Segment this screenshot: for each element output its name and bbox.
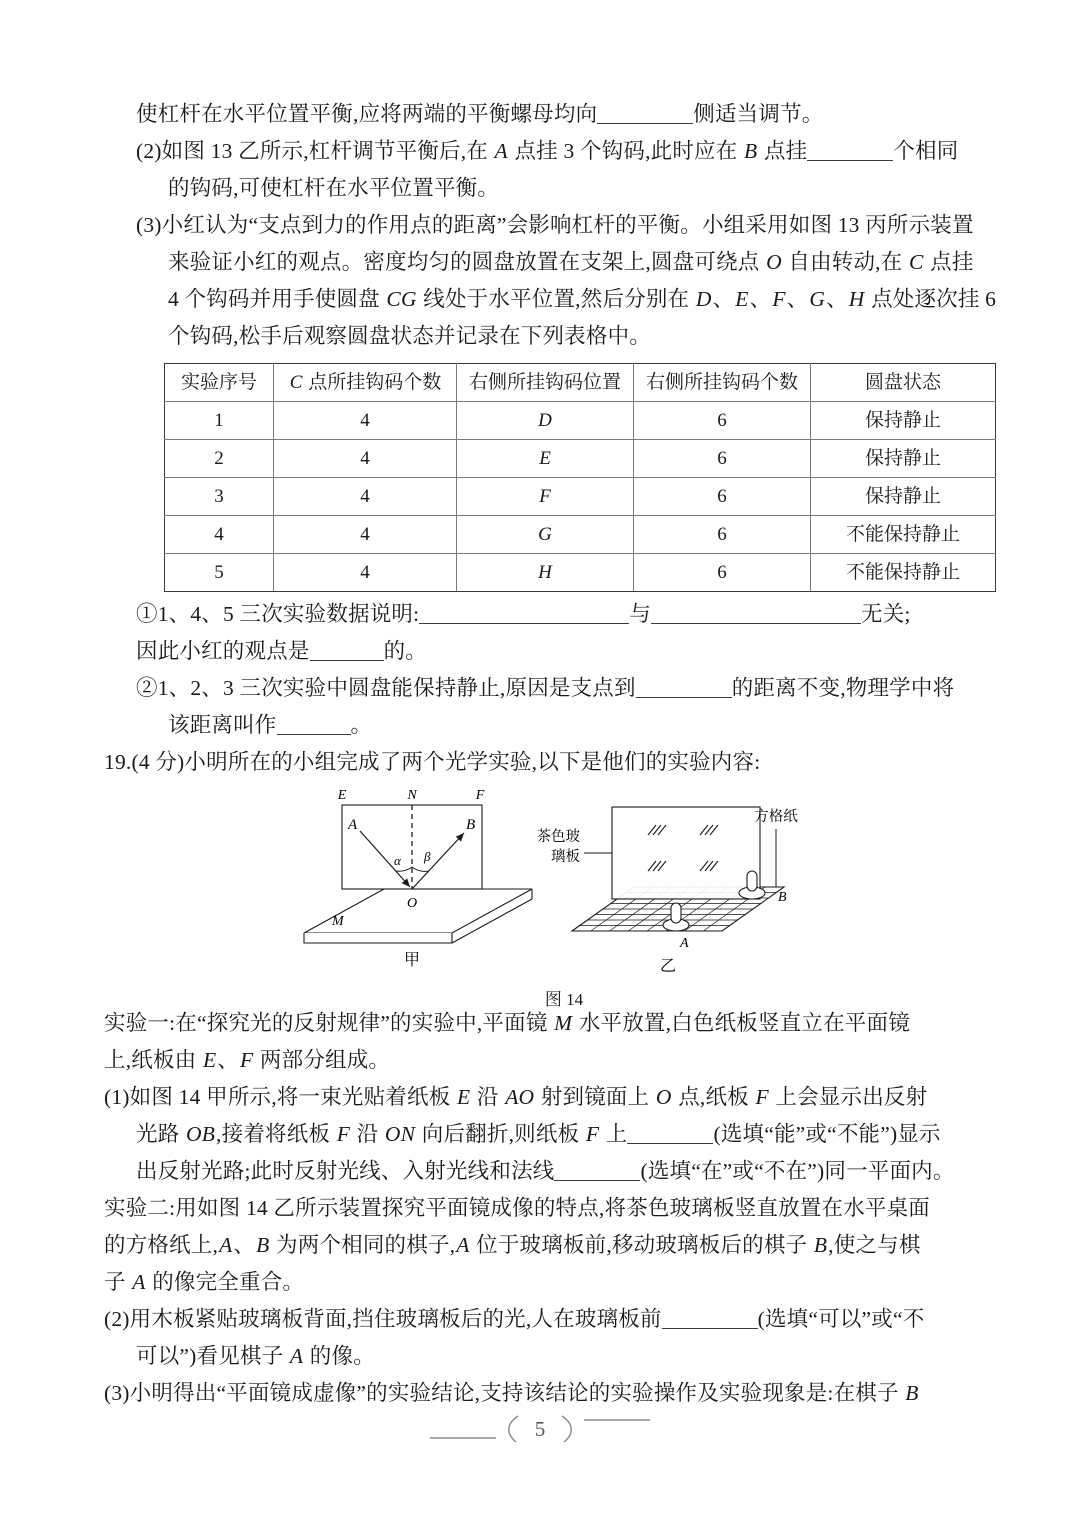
q18-part3-line-1: (3)小红认为“支点到力的作用点的距离”会影响杠杆的平衡。小组采用如图 13 丙所示装置: [136, 213, 974, 237]
q18-part3-l3-b: 线处于水平位置,然后分别在: [417, 287, 695, 311]
label-A: A: [494, 139, 508, 163]
cell-right-count: 6: [634, 478, 811, 516]
q18-sub2-b: 的距离不变,物理学中将: [731, 676, 955, 700]
label-CG: CG: [386, 287, 417, 311]
exp2-line-2: [104, 1227, 992, 1264]
figure-yi: [537, 807, 799, 975]
q18-sub2-a: ②1、2、3 三次实验中圆盘能保持静止,原因是支点到: [136, 676, 636, 700]
q18-sub2-l2-a: 该距离叫作: [168, 713, 277, 737]
exp1-title-b: 水平放置,白色纸板竖直立在平面镜: [573, 1011, 910, 1035]
sep: 、: [217, 1048, 239, 1072]
q18-sub1-line-2: [136, 633, 992, 670]
q18-sub1-line-1: [136, 596, 992, 633]
exp1-title-line-2: [104, 1042, 992, 1079]
q18-sub1-c: 无关;: [861, 602, 911, 626]
label-E: E: [456, 1085, 471, 1109]
q18-part2-line-1: [136, 133, 992, 170]
p1-l1-a: (1)如图 14 甲所示,将一束光贴着纸板: [104, 1085, 456, 1109]
q18-line1-text-b: 侧适当调节。: [693, 102, 824, 126]
p1-l1-e: 上会显示出反射: [769, 1085, 928, 1109]
table-row: [165, 440, 996, 478]
exp2-line-1: 实验二:用如图 14 乙所示装置探究平面镜成像的特点,将茶色玻璃板竖直放置在水平桌面: [104, 1196, 931, 1220]
label-B: B: [905, 1381, 919, 1405]
figure-jia: [304, 788, 532, 969]
cell-state: 保持静止: [811, 402, 996, 440]
cell-exp-no: 3: [165, 478, 274, 516]
q18-sub1-l2-a: 因此小红的观点是: [136, 639, 310, 663]
q19-p1-line-3: [136, 1153, 992, 1190]
p1-l1-d: 点,纸板: [672, 1085, 755, 1109]
cell-right-count: 6: [634, 554, 811, 592]
sep: 、: [712, 287, 735, 311]
q18-sub1-b: 与: [629, 602, 652, 626]
table-row: [165, 478, 996, 516]
answer-blank[interactable]: [310, 660, 384, 661]
answer-blank[interactable]: [277, 734, 351, 735]
exp1-title-line-1: [104, 1005, 992, 1042]
p1-l3-b: (选填“在”或“不在”)同一平面内。: [640, 1159, 955, 1183]
p1-l2-f: (选填“能”或“不能”)显示: [713, 1122, 941, 1146]
q19-p2-line-2: [136, 1338, 992, 1375]
label-G: G: [809, 287, 826, 311]
label-F: F: [475, 788, 485, 803]
answer-blank[interactable]: [597, 123, 693, 124]
q18-sub2-l2-b: 。: [350, 713, 373, 737]
q19-p1-line-1: [104, 1079, 992, 1116]
exp1-title-l2-b: 两部分组成。: [254, 1048, 391, 1072]
p1-l3-a: 出反射光路;此时反射光线、入射光线和法线: [136, 1159, 555, 1183]
table-row: [165, 402, 996, 440]
label-B: B: [813, 1233, 828, 1257]
p2-l1-b: (选填“可以”或“不: [757, 1307, 925, 1331]
q19-p2-line-1: [104, 1301, 992, 1338]
sep: 、: [233, 1233, 256, 1257]
q18-part3-line-2: [136, 244, 992, 281]
sep: 、: [749, 287, 772, 311]
answer-blank[interactable]: [554, 1180, 640, 1181]
p1-l2-b: ,接着将纸板: [216, 1122, 336, 1146]
q18-sub1-l2-b: 的。: [383, 639, 428, 663]
q18-part2-text-b: 点挂 3 个钩码,此时应在: [508, 139, 744, 163]
cell-position: H: [457, 554, 634, 592]
label-C: C: [909, 250, 924, 274]
answer-blank[interactable]: [636, 697, 732, 698]
label-beta: β: [424, 849, 431, 864]
page-footer: [0, 1406, 1080, 1466]
table-header-row: [165, 364, 996, 402]
page-number-ornament: [410, 1406, 670, 1452]
label-D: D: [695, 287, 712, 311]
figure-14: [136, 783, 992, 1009]
answer-blank[interactable]: [627, 1143, 713, 1144]
figure-jia-caption: 甲: [403, 952, 421, 969]
q19-p1-line-2: [136, 1116, 992, 1153]
cell-position: D: [457, 402, 634, 440]
cell-position: F: [457, 478, 634, 516]
sep: 、: [786, 287, 809, 311]
th-c-rest: 点所挂钩码个数: [303, 371, 442, 393]
label-glass-line1: 茶色玻: [536, 829, 580, 845]
label-O: O: [766, 250, 782, 274]
p1-l2-d: 向后翻折,则纸板: [416, 1122, 585, 1146]
experiment-data-table: [164, 363, 996, 592]
label-glass-line2: 璃板: [551, 849, 580, 865]
p1-l1-b: 沿: [471, 1085, 505, 1109]
q18-line-1: [136, 96, 992, 133]
exp2-l2-b: 为两个相同的棋子,: [270, 1233, 456, 1257]
exp2-line-3: [104, 1264, 992, 1301]
cell-c-count: 4: [274, 402, 457, 440]
q18-part3-l3-c: 点处逐次挂 6: [865, 287, 997, 311]
th-c-count: [274, 364, 457, 402]
label-A: A: [348, 817, 358, 833]
exp1-title-a: 实验一:在“探究光的反射规律”的实验中,平面镜: [104, 1011, 554, 1035]
cell-right-count: 6: [634, 402, 811, 440]
label-O: O: [406, 896, 418, 911]
q18-part2-text-c: 点挂: [758, 139, 808, 163]
label-F: F: [755, 1085, 769, 1109]
p1-l2-a: 光路: [136, 1122, 185, 1146]
label-alpha: α: [394, 853, 401, 868]
label-A: A: [456, 1233, 470, 1257]
page-content: [104, 96, 997, 1412]
figure-yi-caption: 乙: [659, 958, 677, 975]
th-c-italic: C: [289, 371, 303, 393]
label-F: F: [336, 1122, 351, 1146]
p2-l1-a: (2)用木板紧贴玻璃板背面,挡住玻璃板后的光,人在玻璃板前: [104, 1307, 662, 1331]
label-F: F: [240, 1048, 254, 1072]
label-B: B: [466, 817, 476, 833]
th-right-count: 右侧所挂钩码个数: [634, 364, 811, 402]
label-E: E: [735, 287, 749, 311]
label-A: A: [132, 1270, 146, 1294]
cell-right-count: 6: [634, 516, 811, 554]
p1-l2-c: 沿: [351, 1122, 384, 1146]
p3-l1-a: (3)小明得出“平面镜成虚像”的实验结论,支持该结论的实验操作及实验现象是:在棋子: [104, 1381, 905, 1405]
q18-sub2-line-1: [136, 670, 992, 707]
cell-state: 保持静止: [811, 478, 996, 516]
cell-exp-no: 5: [165, 554, 274, 592]
figure-caption: 图 14: [544, 990, 584, 1009]
p1-l2-e: 上: [600, 1122, 628, 1146]
q18-sub1-a: ①1、4、5 三次实验数据说明:: [136, 602, 420, 626]
answer-blank[interactable]: [419, 623, 629, 624]
cell-state: 不能保持静止: [811, 516, 996, 554]
label-grid-paper: 方格纸: [754, 809, 798, 825]
exp2-l2-d: ,使之与棋: [828, 1233, 921, 1257]
label-F: F: [585, 1122, 600, 1146]
q18-part3-l2-b: 自由转动,在: [782, 250, 909, 274]
exp2-l3-b: 的像完全重合。: [146, 1270, 305, 1294]
q18-part3-l2-a: 来验证小红的观点。密度均匀的圆盘放置在支架上,圆盘可绕点: [168, 250, 766, 274]
label-E: E: [202, 1048, 217, 1072]
label-E: E: [337, 788, 347, 803]
p2-l2-a: 可以”)看见棋子: [136, 1344, 289, 1368]
q19-stem: 19.(4 分)小明所在的小组完成了两个光学实验,以下是他们的实验内容:: [104, 750, 761, 774]
th-right-position: 右侧所挂钩码位置: [457, 364, 634, 402]
q18-part2-line-2: 的钩码,可使杠杆在水平位置平衡。: [168, 176, 500, 200]
label-AO: AO: [505, 1085, 535, 1109]
cell-state: 不能保持静止: [811, 554, 996, 592]
label-piece-A: A: [680, 936, 689, 951]
cell-state: 保持静止: [811, 440, 996, 478]
answer-blank[interactable]: [662, 1328, 758, 1329]
cell-position: G: [457, 516, 634, 554]
answer-blank[interactable]: [807, 160, 893, 161]
label-O: O: [655, 1085, 672, 1109]
label-F: F: [772, 287, 786, 311]
answer-blank[interactable]: [651, 623, 861, 624]
p1-l1-c: 射到镜面上: [535, 1085, 655, 1109]
q18-part3-l2-c: 点挂: [924, 250, 974, 274]
cell-c-count: 4: [274, 554, 457, 592]
p2-l2-b: 的像。: [304, 1344, 375, 1368]
th-exp-no: 实验序号: [165, 364, 274, 402]
label-A: A: [289, 1344, 304, 1368]
exp2-l2-c: 位于玻璃板前,移动玻璃板后的棋子: [470, 1233, 813, 1257]
label-M: M: [332, 914, 344, 929]
cell-c-count: 4: [274, 478, 457, 516]
cell-exp-no: 2: [165, 440, 274, 478]
q18-part3-l3-a: 4 个钩码并用手使圆盘: [168, 287, 386, 311]
q18-part2-text-a: (2)如图 13 乙所示,杠杆调节平衡后,在: [136, 139, 494, 163]
label-B: B: [744, 139, 758, 163]
label-H: H: [848, 287, 865, 311]
q18-part3-line-4: 个钩码,松手后观察圆盘状态并记录在下列表格中。: [168, 324, 651, 348]
q18-part2-text-d: 个相同: [893, 139, 959, 163]
label-A: A: [219, 1233, 233, 1257]
label-piece-B: B: [778, 890, 787, 905]
exp2-l3-a: 子: [104, 1270, 132, 1294]
sep: 、: [826, 287, 848, 311]
cell-position: E: [457, 440, 634, 478]
label-N: N: [407, 788, 417, 803]
exp1-title-l2-a: 上,纸板由: [104, 1048, 202, 1072]
experiment-table-wrapper: [164, 363, 970, 592]
cell-c-count: 4: [274, 440, 457, 478]
exp2-l2-a: 的方格纸上,: [104, 1233, 219, 1257]
q18-line1-text-a: 使杠杆在水平位置平衡,应将两端的平衡螺母均向: [136, 102, 598, 126]
q18-sub2-line-2: [136, 707, 992, 744]
label-OB: OB: [185, 1122, 216, 1146]
page-number-text: 5: [534, 1417, 546, 1441]
figure-14-svg: [284, 783, 844, 983]
cell-right-count: 6: [634, 440, 811, 478]
cell-exp-no: 4: [165, 516, 274, 554]
label-B: B: [256, 1233, 270, 1257]
label-M: M: [554, 1011, 573, 1035]
th-disc-state: 圆盘状态: [811, 364, 996, 402]
table-row: [165, 516, 996, 554]
q18-part3-line-3: [136, 281, 997, 318]
table-row: [165, 554, 996, 592]
label-ON: ON: [384, 1122, 416, 1146]
cell-exp-no: 1: [165, 402, 274, 440]
cell-c-count: 4: [274, 516, 457, 554]
